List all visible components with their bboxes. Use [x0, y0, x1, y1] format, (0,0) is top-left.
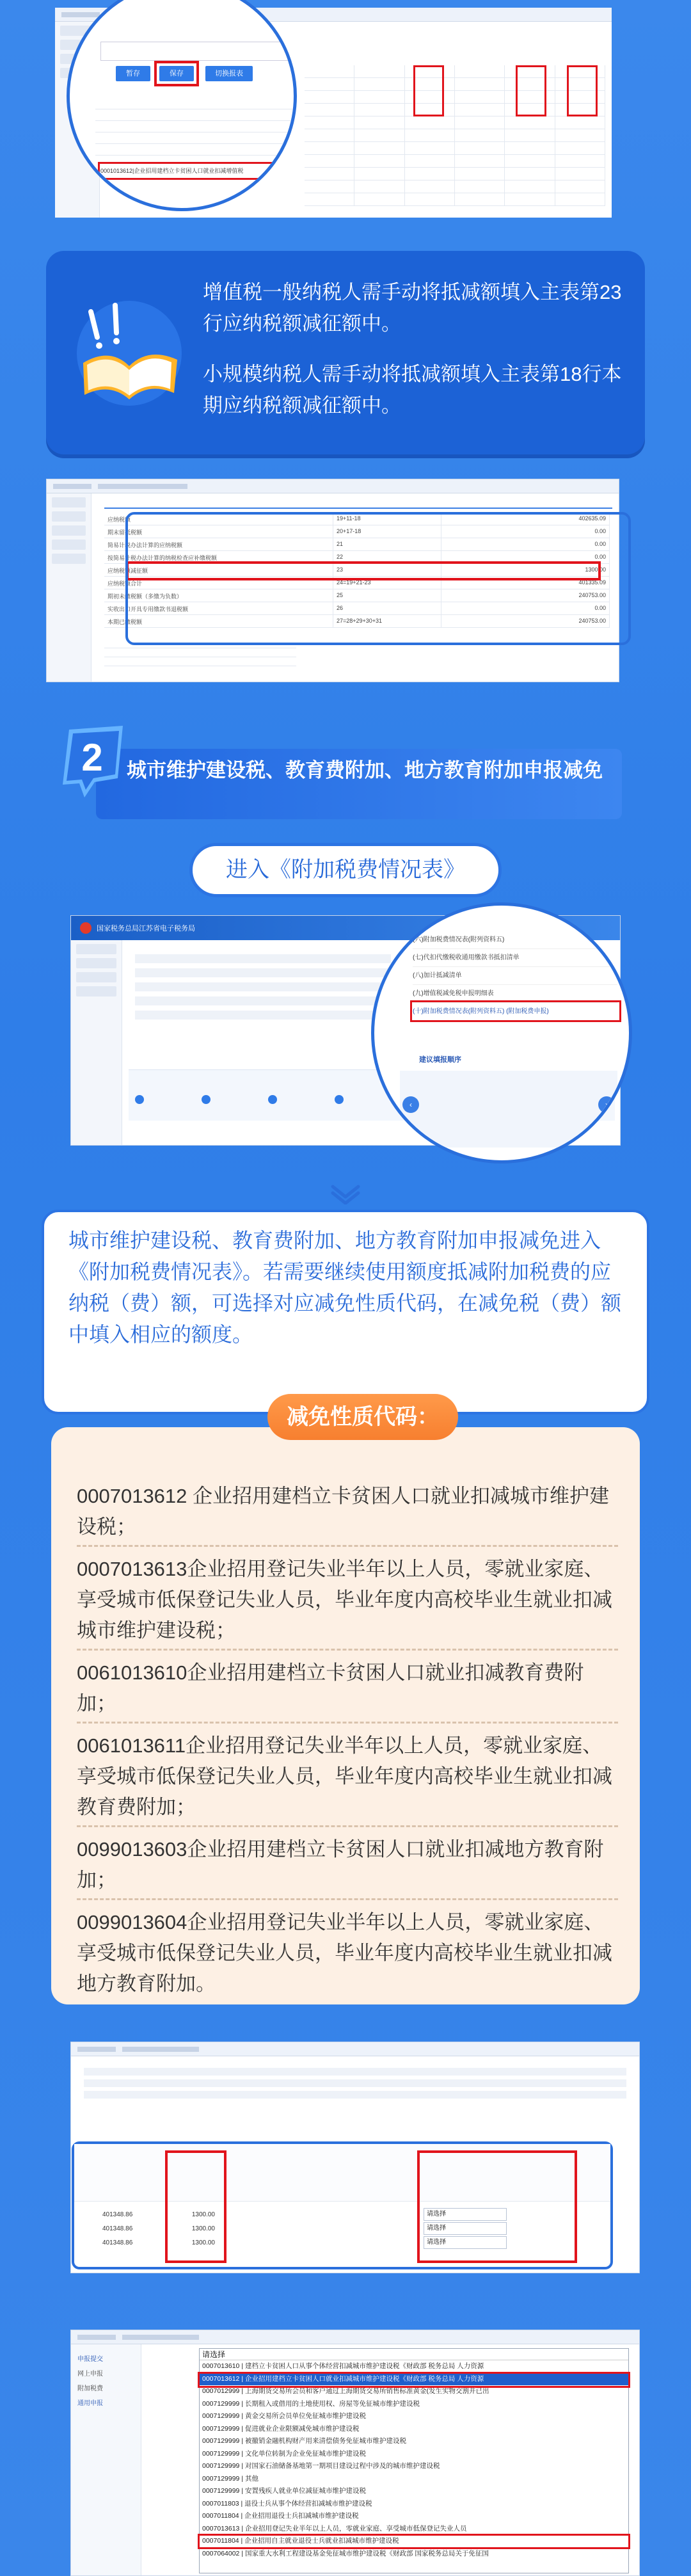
dropdown-option[interactable]: 0007129999 | 其他 — [202, 2474, 258, 2483]
row-label: 实收出口开具专用缴款书退税额 — [104, 602, 333, 614]
form-grid — [305, 65, 605, 206]
cell-value: 401348.86 — [102, 2239, 133, 2246]
sidebar-item[interactable]: 网上申报 — [77, 2371, 103, 2378]
reduction-code-select[interactable]: 请选择 — [424, 2222, 507, 2235]
divider — [77, 1545, 618, 1547]
menu-item[interactable]: (九)增值税减免税申报明细表 — [413, 985, 617, 1003]
dropdown-option[interactable]: 0007129999 | 长期租入或借用的土地使用权、房屋等免征城市维护建设税 — [202, 2399, 420, 2408]
section-title: 城市维护建设税、教育费附加、地方教育附加申报减免 — [127, 759, 603, 781]
divider — [77, 1649, 618, 1651]
tip-line-1: 增值税一般纳税人需手动将抵减额填入主表第23行应纳税额减征额中。 — [203, 281, 622, 335]
row-formula: 21 — [333, 538, 441, 550]
enter-form-pill: 进入《附加税费情况表》 — [189, 843, 502, 897]
menu-item-selected[interactable]: (十)附加税费情况表(附列资料五) (附加税费申报) — [413, 1003, 617, 1021]
row-formula: 22 — [333, 551, 441, 563]
row-label: 应纳税额减征额 — [104, 564, 333, 576]
highlight-box — [516, 65, 546, 116]
divider — [77, 1898, 618, 1900]
option-highlight-bottom — [198, 2534, 630, 2549]
prev-arrow-icon[interactable]: ‹ — [402, 1096, 419, 1113]
row-formula: 19+11-18 — [333, 513, 441, 525]
row-formula: 20+17-18 — [333, 525, 441, 538]
row-formula: 24=19+21-23 — [333, 577, 441, 589]
row-label: 期初未缴税额（多缴为负数） — [104, 589, 333, 602]
option-highlight-top — [198, 2372, 630, 2388]
row-label: 应纳税额合计 — [104, 577, 333, 589]
deduction-highlight-box — [165, 2150, 226, 2263]
site-title: 国家税务总局江苏省电子税务局 — [97, 925, 195, 932]
row-value[interactable]: 0.00 — [441, 525, 610, 538]
row-label: 按简易计税办法计算的纳税检查应补缴税额 — [104, 551, 333, 563]
divider — [77, 1722, 618, 1724]
dropdown-option[interactable]: 0007129999 | 促进就业企业限额减免城市维护建设税 — [202, 2424, 360, 2433]
screenshot-code-dropdown — [70, 2330, 640, 2576]
top-nav-bar — [71, 2330, 639, 2344]
option-highlight-box — [98, 162, 296, 180]
row-value[interactable]: 240753.00 — [441, 615, 610, 627]
dropdown-option[interactable]: 0007011803 | 退役士兵从事个体经营扣减城市维护建设税 — [202, 2499, 372, 2508]
row-formula: 27=28+29+30+31 — [333, 615, 441, 627]
dropdown-option[interactable]: 0007064002 | 国家重大水利工程建设基金免征城市维护建设税《财政部 国家税务总局关于免征国 — [202, 2549, 489, 2557]
sidebar-item[interactable]: 通用申报 — [77, 2400, 103, 2407]
sidebar-item[interactable]: 附加税费 — [77, 2385, 103, 2392]
menu-item[interactable]: (七)代扣代缴税收通用缴款书抵扣清单 — [413, 949, 617, 967]
reduction-code-select[interactable]: 请选择 — [424, 2236, 507, 2249]
dropdown-header[interactable]: 请选择 — [200, 2349, 628, 2360]
row-value[interactable]: 0.00 — [441, 551, 610, 563]
surcharge-table-frame — [72, 2141, 613, 2269]
top-nav-bar — [71, 2042, 639, 2056]
top-nav-bar — [47, 479, 619, 493]
cell-value[interactable]: 1300.00 — [191, 2211, 215, 2218]
cell-value: 401348.86 — [102, 2225, 133, 2232]
save-highlight-box — [154, 61, 199, 86]
tip-card — [46, 251, 645, 454]
row-value[interactable]: 0.00 — [441, 538, 610, 550]
cell-value: 401348.86 — [102, 2211, 133, 2218]
menu-item[interactable]: (六)附加税费情况表(附列资料五) — [413, 931, 617, 949]
save-button[interactable]: 保存 — [159, 66, 194, 81]
dropdown-option[interactable]: 0007013613 | 企业招用登记失业半年以上人员，零就业家庭、享受城市低保登记失业人员 — [202, 2524, 467, 2532]
highlight-box — [567, 65, 598, 116]
row-value[interactable]: 240753.00 — [441, 589, 610, 602]
draft-button[interactable]: 暂存 — [116, 66, 150, 81]
code-item: 0099013604企业招用登记失业半年以上人员，零就业家庭、享受城市低保登记失业人员，毕业年度内高校毕业生就业扣减地方教育附加。 — [77, 1911, 612, 1995]
dropdown-option[interactable]: 0007129999 | 安置残疾人就业单位减征城市维护建设税 — [202, 2487, 366, 2495]
zoom-circle — [67, 0, 297, 211]
row-value[interactable]: 1300.00 — [441, 564, 610, 576]
row-formula: 26 — [333, 602, 441, 614]
select-highlight-box — [417, 2150, 577, 2263]
row-formula: 23 — [333, 564, 441, 576]
tip-line-2: 小规模纳税人需手动将抵减额填入主表第18行本期应纳税额减征额中。 — [203, 363, 622, 417]
values-column — [102, 2208, 154, 2250]
dropdown-option[interactable]: 0007129999 | 对国家石油储备基地第一期项目建设过程中涉及的城市维护建设税 — [202, 2462, 440, 2470]
tax-emblem-icon — [80, 922, 91, 934]
table-border-ring — [125, 512, 631, 645]
dropdown-option[interactable]: 0007013610 | 建档立卡贫困人口从事个体经营扣减城市维护建设税《财政部 税务总局 人力资源 — [202, 2362, 484, 2370]
sidebar-item[interactable]: 申报提交 — [77, 2356, 103, 2363]
section-title-bar — [96, 749, 622, 819]
dropdown-option[interactable]: 0007012999 | 上海期货交易所会员和客户通过上海期货交易所销售标准黄金(发生实物交割并已出 — [202, 2387, 489, 2395]
menu-highlight-box — [410, 1000, 621, 1022]
section-number: 2 — [81, 736, 103, 779]
highlighted-option[interactable]: 0001013612|企业招用建档立卡贫困人口就业扣减增值税 — [100, 168, 244, 174]
dropdown-option[interactable]: 0007011804 | 企业招用自主就业退役士兵就业扣减城市维护建设税 — [202, 2537, 399, 2545]
dropdown-option[interactable]: 0007129999 | 被撤销金融机构财产用来清偿债务免征城市维护建设税 — [202, 2437, 406, 2445]
left-sidebar — [71, 2344, 141, 2575]
dropdown-option[interactable]: 0007129999 | 黄金交易所会员单位免征城市维护建设税 — [202, 2412, 366, 2420]
row-label: 简易计税办法计算的应纳税额 — [104, 538, 333, 550]
instruction-text: 城市维护建设税、教育费附加、地方教育附加申报减免进入《附加税费情况表》。若需要继续使用额度抵减附加税费的应纳税（费）额，可选择对应减免性质代码，在减免税（费）额中填入相应的额度。 — [68, 1229, 622, 1346]
highlight-box — [413, 65, 444, 116]
code-item: 0061013611企业招用登记失业半年以上人员，零就业家庭、享受城市低保登记失业人员，毕业年度内高校毕业生就业扣减教育费附加； — [77, 1734, 612, 1818]
row-label: 本期已缴税额 — [104, 615, 333, 627]
code-item: 0007013612 企业招用建档立卡贫困人口就业扣减城市维护建设税； — [77, 1485, 610, 1538]
reduction-code-select[interactable]: 请选择 — [424, 2208, 507, 2221]
menu-item[interactable]: (八)加计抵减清单 — [413, 967, 617, 985]
code-item: 0007013613企业招用登记失业半年以上人员，零就业家庭、享受城市低保登记失业人员，毕业年度内高校毕业生就业扣减城市维护建设税； — [77, 1558, 612, 1642]
chevron-down-icon — [330, 1183, 361, 1204]
row-label: 期末留抵税额 — [104, 525, 333, 538]
dropdown-option[interactable]: 0007011804 | 企业招用退役士兵扣减城市维护建设税 — [202, 2512, 359, 2520]
left-sidebar — [47, 493, 91, 682]
left-sidebar — [71, 940, 122, 1145]
zoom-circle-menu — [371, 902, 632, 1164]
code-item: 0061013610企业招用建档立卡贫困人口就业扣减教育费附加； — [77, 1661, 584, 1715]
code-item: 0099013603企业招用建档立卡贫困人口就业扣减地方教育附加； — [77, 1838, 604, 1891]
row-formula: 25 — [333, 589, 441, 602]
open-book-icon — [65, 276, 193, 417]
switch-report-button[interactable]: 切换报表 — [205, 66, 253, 81]
cell-value[interactable]: 1300.00 — [191, 2225, 215, 2232]
row-value[interactable]: 401335.09 — [441, 577, 610, 589]
footer-label: 建议填报顺序 — [419, 1056, 461, 1064]
section-number-badge — [56, 723, 128, 800]
divider — [77, 1825, 618, 1827]
row-value[interactable]: 0.00 — [441, 602, 610, 614]
instruction-textbox — [42, 1210, 649, 1414]
cell-value[interactable]: 1300.00 — [191, 2239, 215, 2246]
dropdown-option[interactable]: 0007129999 | 文化单位转制为企业免征城市维护建设税 — [202, 2449, 366, 2458]
reduction-codes-panel — [51, 1427, 640, 2004]
row-label: 应纳税额 — [104, 513, 333, 525]
next-arrow-icon[interactable]: › — [598, 1096, 615, 1113]
codes-title-pill: 减免性质代码： — [267, 1394, 458, 1440]
dropdown-option[interactable]: 0007013612 | 企业招用建档立卡贫困人口就业扣减城市维护建设税《财政部 税务总局 人力资源 — [200, 2373, 628, 2386]
row-value[interactable]: 402635.09 — [441, 513, 610, 525]
